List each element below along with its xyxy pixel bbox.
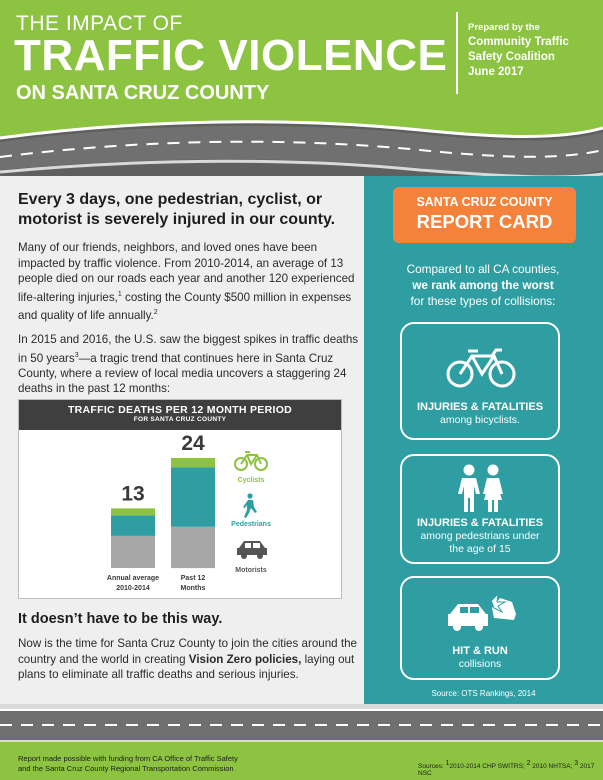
traffic-deaths-chart <box>18 399 342 599</box>
funding-credit: Report made possible with funding from CA Office of Traffic Safety and the Santa Cruz County Regional Transportation Commission <box>18 754 238 773</box>
bicyclists-card-subtitle: among bicyclists. <box>440 414 520 426</box>
org-name-line-2: Safety Coalition <box>468 51 555 63</box>
title-line-3: ON SANTA CRUZ COUNTY <box>16 82 270 104</box>
headline: Every 3 days, one pedestrian, cyclist, or motorist is severely injured in our county. <box>18 191 336 228</box>
category-label-0-0: Annual average <box>106 575 160 582</box>
legend-label-cyclists: Cyclists <box>237 477 265 484</box>
bicyclists-card-title: INJURIES & FATALITIES <box>416 401 544 413</box>
child-pedestrians-card-subtitle-1: among pedestrians under <box>420 530 540 542</box>
car-icon <box>237 541 267 559</box>
intro-paragraph: Many of our friends, neighbors, and loved ones have been impacted by traffic violence. From 2010-2014, an average of 13 people died on our roads each year and another 120 experienced life-altering injuries,$^1$ costing the County $500 million in expenses and quality of life annually.$^2$ <box>18 241 355 322</box>
report-card-badge <box>393 187 576 243</box>
road-illustration-bottom <box>0 704 603 744</box>
title-line-1: THE IMPACT OF <box>16 12 183 35</box>
bicyclists-card <box>400 322 560 440</box>
org-name-line-1: Community Traffic <box>468 36 569 48</box>
bicycle-icon <box>446 348 516 390</box>
vision-zero-paragraph: Now is the time for Santa Cruz County to join the cities around the country and the world in creating Vision Zero policies, laying out plans to eliminate all traffic deaths and serious injuries. <box>18 637 357 681</box>
child-pedestrians-card-subtitle-2: the age of 15 <box>449 543 511 555</box>
title-line-2: TRAFFIC VIOLENCE <box>14 31 448 80</box>
vision-zero-emphasis: Vision Zero policies, <box>188 652 302 666</box>
footer-sources: Sources: $^1$2010-2014 CHP SWITRS; $^2$ 2010 NHTSA; $^3$ 2017 NSC <box>418 760 595 778</box>
bar-pedestrians-0 <box>111 515 155 536</box>
children-icon <box>458 464 504 514</box>
hit-and-run-card <box>400 576 560 680</box>
comparison-text: Compared to all CA counties, we rank among the worst for these types of collisions: <box>406 262 560 308</box>
chart-subtitle: FOR SANTA CRUZ COUNTY <box>133 416 227 423</box>
chart-header <box>19 400 341 430</box>
report-card-line-1: SANTA CRUZ COUNTY <box>416 195 553 209</box>
chart-canvas <box>19 430 341 598</box>
bar-total-label-0: 13 <box>121 482 145 506</box>
bar-cyclists-1 <box>171 458 215 467</box>
legend-label-motorists: Motorists <box>235 567 267 574</box>
bar-total-label-1: 24 <box>181 432 205 455</box>
bar-motorists-1 <box>171 527 215 568</box>
report-card-line-2: REPORT CARD <box>416 211 553 232</box>
child-pedestrians-card-title: INJURIES & FATALITIES <box>416 517 544 529</box>
child-pedestrians-card <box>400 454 560 564</box>
report-date: June 2017 <box>468 66 524 78</box>
road-illustration-top <box>0 110 603 180</box>
legend-label-pedestrians: Pedestrians <box>231 521 271 528</box>
bar-pedestrians-1 <box>171 467 215 527</box>
bar-cyclists-0 <box>111 508 155 515</box>
category-label-1-0: Past 12 <box>180 575 206 582</box>
prepared-by-block <box>468 20 598 80</box>
hit-and-run-card-title: HIT & RUN <box>452 645 508 657</box>
rankings-source: Source: OTS Rankings, 2014 <box>431 689 536 698</box>
subheading: It doesn’t have to be this way. <box>18 611 223 627</box>
car-crash-icon <box>448 590 516 634</box>
category-label-0-1: 2010-2014 <box>116 585 150 592</box>
chart-title: TRAFFIC DEATHS PER 12 MONTH PERIOD <box>67 404 293 416</box>
prepared-by-label: Prepared by the <box>468 22 540 33</box>
bar-motorists-0 <box>111 536 155 568</box>
bicycle-icon <box>235 452 267 470</box>
pedestrian-icon <box>243 493 257 518</box>
trend-paragraph: In 2015 and 2016, the U.S. saw the biggest spikes in traffic deaths in 50 years$^3$—a tragic trend that continues here in Santa Cruz County, where a review of local media uncovers a staggering 24 deaths in the past 12 months: <box>18 333 359 396</box>
hit-and-run-card-subtitle: collisions <box>458 658 502 670</box>
header-divider <box>456 12 458 94</box>
category-label-1-1: Months <box>180 585 206 592</box>
